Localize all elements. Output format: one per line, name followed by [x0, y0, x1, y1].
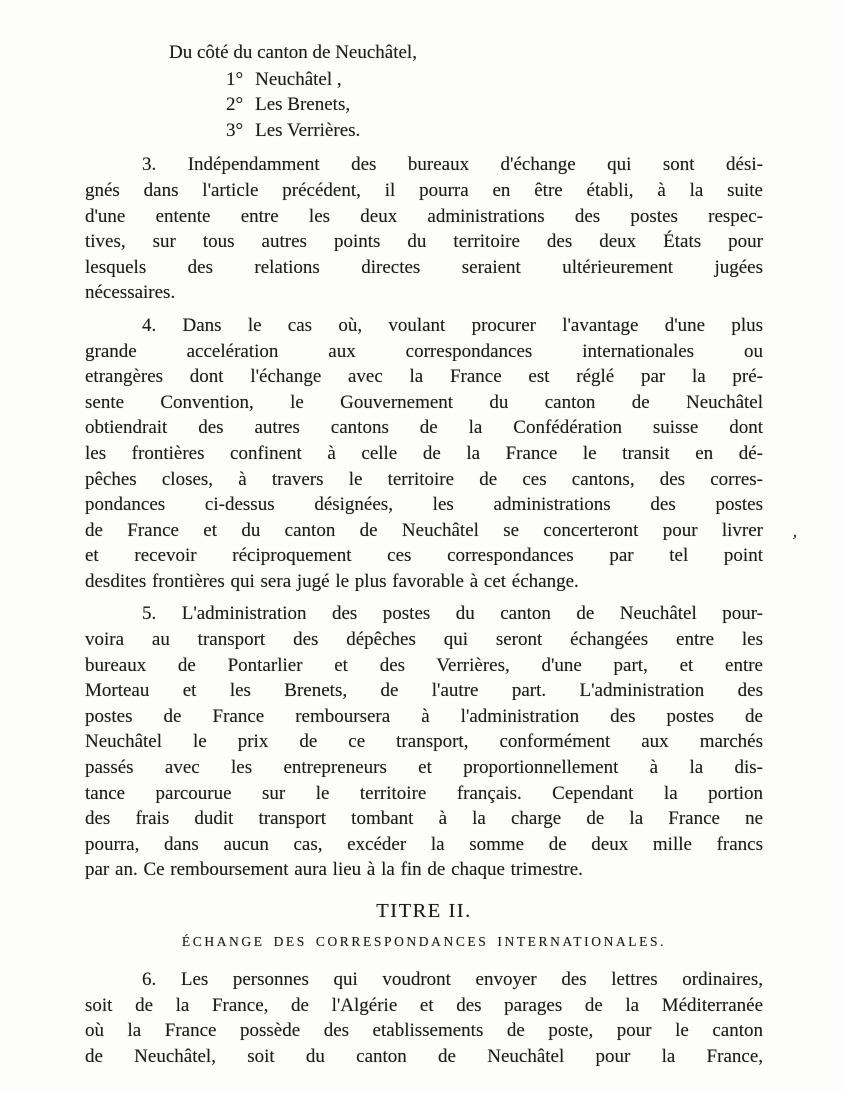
text-line: et recevoir réciproquement ces correspondances par tel point: [85, 545, 763, 567]
intro-line: Du côté du canton de Neuchâtel,: [169, 42, 417, 63]
text-line: sente Convention, le Gouvernement du canton de Neuchâtel: [85, 391, 763, 413]
articles-after-title: [85, 967, 763, 1069]
text-line: de Neuchâtel, soit du canton de Neuchâtel pour la France,: [85, 1045, 763, 1067]
text-line: de France et du canton de Neuchâtel se concerteront pour livrer: [85, 519, 763, 541]
article-paragraph: [85, 313, 763, 595]
text-line: obtiendrait des autres cantons de la Confédération suisse dont: [85, 417, 763, 439]
text-line: tance parcourue sur le territoire français. Cependant la portion: [85, 782, 763, 804]
text-line: voira au transport des dépêches qui seront échangées entre les: [85, 629, 763, 651]
text-line: les frontières confinent à celle de la France le transit en dé-: [85, 442, 763, 464]
text-line: d'une entente entre les deux administrations des postes respec-: [85, 205, 763, 227]
list-item-label: Les Brenets,: [255, 94, 351, 116]
list-item: [85, 118, 763, 144]
text-line: desdites frontières qui sera jugé le plus favorable à cet échange.: [85, 570, 579, 592]
text-line: nécessaires.: [85, 282, 176, 304]
text-line: 3. Indépendamment des bureaux d'échange qui sont dési-: [142, 154, 763, 176]
article-paragraph: [85, 967, 763, 1069]
text-line: Morteau et les Brenets, de l'autre part. L'administration des: [85, 680, 763, 702]
articles-before-title: [85, 152, 763, 883]
text-line: des frais dudit transport tombant à la charge de la France ne: [85, 808, 763, 830]
list-item: [85, 67, 763, 93]
list-item-label: Neuchâtel ,: [255, 68, 342, 90]
text-line: où la France possède des etablissements de poste, pour le canton: [85, 1020, 763, 1042]
text-line: Neuchâtel le prix de ce transport, conformément aux marchés: [85, 731, 763, 753]
list-item-label: Les Verrières.: [255, 119, 361, 141]
list-item-number: 1°: [226, 68, 244, 90]
text-line: lesquels des relations directes seraient ultérieurement jugées: [85, 256, 763, 278]
section-subtitle: ÉCHANGE DES CORRESPONDANCES INTERNATIONALES.: [181, 933, 667, 949]
list-item: [85, 92, 763, 118]
text-column: [85, 40, 763, 1070]
text-line: par an. Ce remboursement aura lieu à la fin de chaque trimestre.: [85, 859, 583, 881]
text-line: 5. L'administration des postes du canton de Neuchâtel pour-: [142, 603, 763, 625]
article-paragraph: [85, 601, 763, 883]
text-line: etrangères dont l'échange avec la France est réglé par la pré-: [85, 366, 763, 388]
list-item-number: 2°: [226, 94, 244, 116]
list-item-number: 3°: [226, 119, 244, 141]
exchange-office-list: [85, 67, 763, 144]
text-line: gnés dans l'article précédent, il pourra en être établi, à la suite: [85, 179, 763, 201]
text-line: soit de la France, de l'Algérie et des parages de la Méditerranée: [85, 994, 763, 1016]
text-line: pourra, dans aucun cas, excéder la somme de deux mille francs: [85, 833, 763, 855]
text-line: passés avec les entrepreneurs et proportionnellement à la dis-: [85, 757, 763, 779]
text-line: 4. Dans le cas où, voulant procurer l'avantage d'une plus: [142, 314, 763, 336]
article-paragraph: [85, 152, 763, 306]
text-line: 6. Les personnes qui voudront envoyer des lettres ordinaires,: [142, 969, 763, 991]
text-line: bureaux de Pontarlier et des Verrières, d'une part, et entre: [85, 654, 763, 676]
scan-artifact-mark: ’: [789, 530, 799, 551]
text-line: tives, sur tous autres points du territoire des deux États pour: [85, 231, 763, 253]
text-line: grande accelération aux correspondances internationales ou: [85, 340, 763, 362]
section-title: TITRE II.: [376, 900, 472, 922]
text-line: pondances ci-dessus désignées, les administrations des postes: [85, 494, 763, 516]
text-line: pêches closes, à travers le territoire de ces cantons, des corres-: [85, 468, 763, 490]
text-line: postes de France remboursera à l'administration des postes de: [85, 705, 763, 727]
